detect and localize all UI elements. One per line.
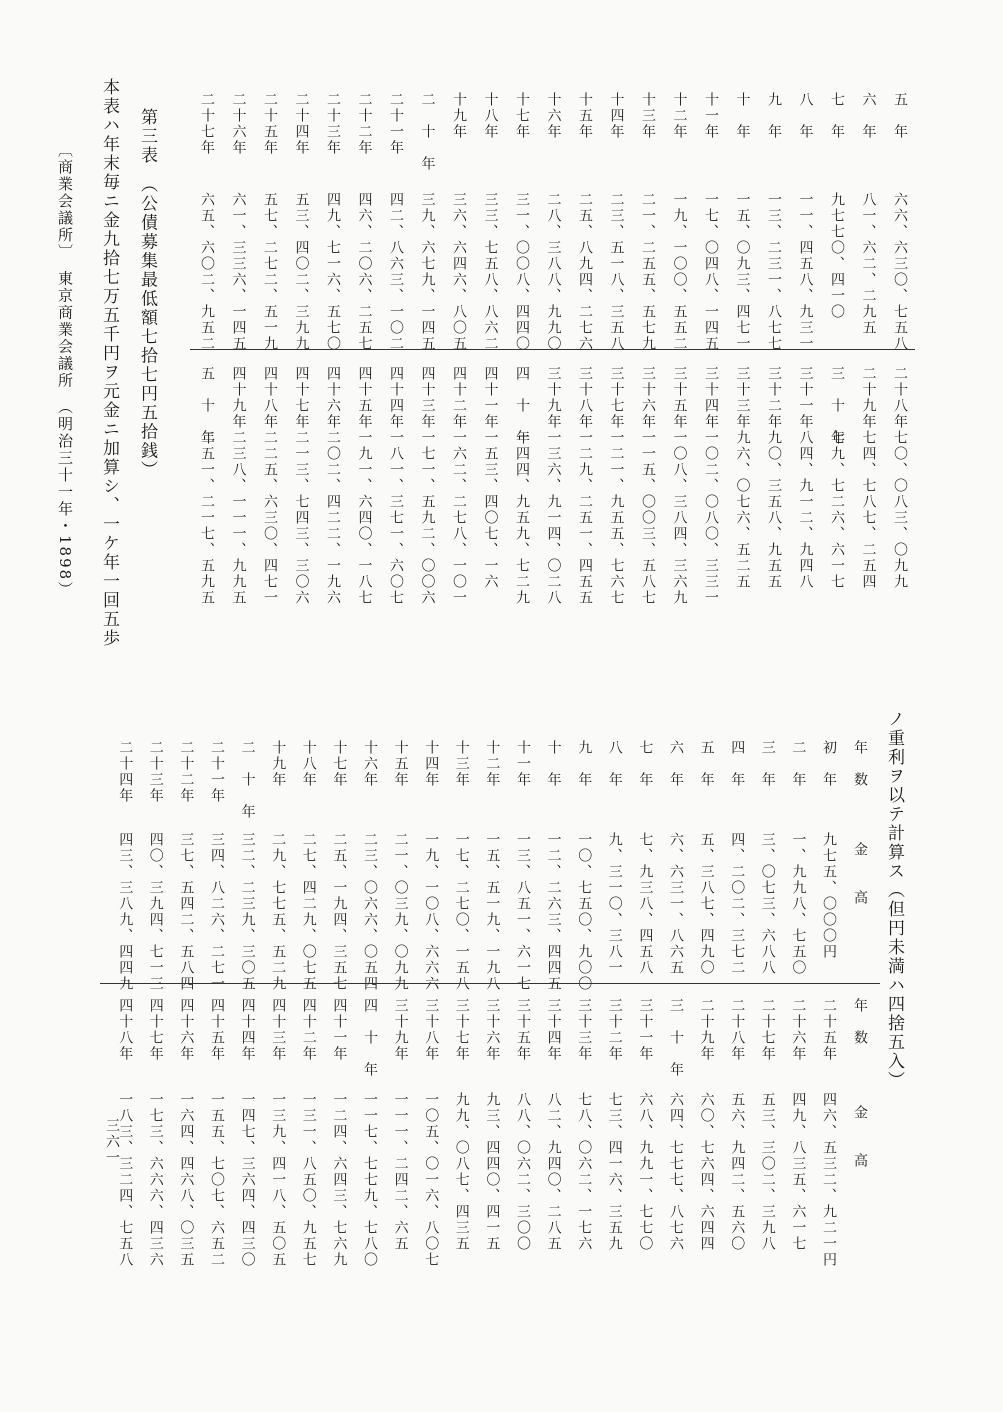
year-label: 三十三年 (734, 366, 751, 430)
amount-value: 五三、四〇二、三九九 (293, 192, 310, 352)
amount-value: 一七一、五九二、〇〇六 (419, 430, 436, 606)
year-label: 二十二年 (178, 740, 195, 804)
amount-value: 八八、〇六二、三〇〇 (515, 1092, 531, 1252)
year-label: 三十五年 (515, 998, 531, 1062)
amount-value: 一五三、四〇七、一六 (482, 430, 499, 590)
year-label: 二十八年 (729, 998, 746, 1062)
year-label: 二十五年 (262, 92, 278, 156)
amount-value: 一一一、二四二、六五 (392, 1092, 409, 1252)
year-label: 四十七年 (293, 366, 310, 430)
amount-value: 七四、七八七、二五四 (860, 430, 877, 590)
year-label: 四十一年 (482, 366, 499, 430)
year-label: 三 十 年 (829, 366, 845, 446)
year-label: 四十七年 (147, 998, 164, 1062)
amount-value: 一、九九八、七五〇 (790, 832, 807, 976)
year-label: 十一年 (515, 740, 531, 788)
year-label: 十五年 (392, 740, 409, 788)
amount-value: 一二一、九五五、七六七 (608, 430, 625, 606)
amount-value: 二五、一九四、三五七 (331, 832, 348, 992)
amount-value: 五、三八七、四九〇 (698, 832, 715, 976)
year-label: 四十九年 (230, 366, 247, 430)
year-label: 三十九年 (392, 998, 409, 1062)
amount-value: 二一、二五五、五七九 (640, 192, 656, 352)
amount-value: 四、二〇二、三七二 (729, 832, 746, 976)
amount-value: 九、三一〇、三八一 (606, 832, 623, 976)
year-label: 四 十 年 (362, 998, 378, 1078)
year-label: 四十四年 (388, 366, 404, 430)
amount-value: 六六、六三〇、七五八 (892, 192, 908, 352)
continuation-line: ノ重利ヲ以テ計算ス（但円未満ハ四捨五入） (884, 710, 904, 1090)
year-label: 三十三年 (576, 998, 593, 1062)
column-header: 金 高 (852, 1105, 868, 1169)
amount-value: 一四七、三六四、四三〇 (239, 1092, 256, 1268)
amount-value: 一九、一〇〇、五五二 (671, 192, 688, 352)
amount-value: 六八、九九一、七七〇 (637, 1092, 654, 1252)
year-label: 二 十 年 (239, 740, 256, 820)
amount-value: 三、〇七三、六八八 (759, 832, 776, 976)
amount-value: 五三、三〇二、三九八 (759, 1092, 776, 1252)
amount-value: 二三、五一八、三五八 (608, 192, 625, 352)
year-label: 十二年 (484, 740, 501, 788)
amount-value: 四六、五三二、九二一円 (821, 1092, 837, 1268)
year-label: 五 年 (892, 92, 908, 140)
amount-value: 三一、〇〇八、四四〇 (514, 192, 530, 352)
year-label: 三十八年 (423, 998, 440, 1062)
year-label: 六 年 (668, 740, 684, 788)
amount-value: 八二、九四〇、二八五 (545, 1092, 562, 1252)
year-label: 三十七年 (453, 998, 470, 1062)
year-label: 三十六年 (640, 366, 656, 430)
amount-value: 一五、五一九、一九八 (484, 832, 501, 992)
year-label: 三十二年 (766, 366, 782, 430)
amount-value: 三四、八二六、二七一 (209, 832, 225, 992)
year-label: 九 年 (766, 92, 782, 140)
year-label: 十九年 (451, 92, 467, 140)
year-label: 三十一年 (797, 366, 814, 430)
amount-value: 一一七、七七九、七八〇 (362, 1092, 378, 1268)
year-label: 二十三年 (147, 740, 164, 804)
amount-value: 一七、二七〇、一五八 (453, 832, 470, 992)
amount-value: 七、九三八、四五八 (637, 832, 654, 976)
year-label: 四十八年 (117, 998, 134, 1062)
year-label: 三 年 (759, 740, 776, 788)
year-label: 二十八年 (892, 366, 908, 430)
amount-value: 一五五、七〇七、六五二 (209, 1092, 225, 1268)
year-label: 四十六年 (178, 998, 195, 1062)
amount-value: 二五、八九四、二七六 (577, 192, 593, 352)
amount-value: 一三六、九一四、〇二八 (545, 430, 562, 606)
amount-value: 一二四、六四三、七六九 (331, 1092, 348, 1268)
amount-value: 五六、九四二、五六〇 (729, 1092, 746, 1252)
year-label: 六 年 (860, 92, 877, 140)
year-label: 二 年 (790, 740, 807, 788)
year-label: 二 十 年 (419, 92, 436, 172)
year-label: 三十二年 (606, 998, 623, 1062)
amount-value: 七三、四一六、三五九 (606, 1092, 623, 1252)
year-label: 二十五年 (821, 998, 837, 1062)
year-label: 二十一年 (209, 740, 225, 804)
amount-value: 一二九、二五一、四五五 (577, 430, 593, 606)
amount-value: 六、六三一、八六五 (668, 832, 684, 976)
amount-value: 一〇二、〇八〇、三三一 (703, 430, 719, 606)
year-label: 三十四年 (703, 366, 719, 430)
year-label: 四十一年 (331, 998, 348, 1062)
year-label: 十九年 (270, 740, 287, 788)
year-label: 十四年 (608, 92, 625, 140)
amount-value: 二二五、六三〇、四七一 (262, 430, 278, 606)
amount-value: 四〇、三九四、七一三 (147, 832, 164, 992)
amount-value: 二三八、一一一、九九五 (230, 430, 247, 606)
year-label: 十二年 (671, 92, 688, 140)
year-label: 五 十 年 (199, 366, 215, 446)
amount-value: 一三、八五一、六一七 (515, 832, 531, 992)
column-header: 金 高 (852, 842, 868, 906)
lower-divider (100, 983, 880, 984)
year-label: 二十二年 (356, 92, 373, 156)
year-label: 十七年 (331, 740, 348, 788)
amount-value: 六五、六〇二、九五二 (199, 192, 215, 352)
amount-value: 二九、七七五、五二九 (270, 832, 287, 992)
year-label: 四十六年 (325, 366, 341, 430)
year-label: 四十四年 (239, 998, 256, 1062)
year-label: 二十四年 (117, 740, 134, 804)
year-label: 四十五年 (209, 998, 225, 1062)
amount-value: 四六、二〇六、二五七 (356, 192, 373, 352)
amount-value: 九七五、〇〇〇円 (821, 832, 837, 960)
source-line: 〔商業会議所〕 東京商業会議所 （明治三十一年・1898） (56, 142, 74, 599)
amount-value: 一六四、四六八、〇三五 (178, 1092, 195, 1268)
amount-value: 四二、八六三、一〇二 (388, 192, 404, 352)
upper-divider (190, 349, 915, 350)
year-label: 四 十 年 (514, 366, 530, 446)
column-header: 年 数 (852, 998, 868, 1046)
amount-value: 六一、三三六、一四五 (230, 192, 247, 352)
amount-value: 四九、八三五、六一七 (790, 1092, 807, 1252)
year-label: 三十一年 (637, 998, 654, 1062)
amount-value: 四九、七一六、五七〇 (325, 192, 341, 352)
year-label: 十三年 (453, 740, 470, 788)
amount-value: 九七七〇、四一〇 (829, 192, 845, 320)
year-label: 八 年 (606, 740, 623, 788)
amount-value: 三九、六七九、一四五 (419, 192, 436, 352)
year-label: 十 年 (545, 740, 562, 788)
year-label: 三十五年 (671, 366, 688, 430)
amount-value: 五七、二七二、五一九 (262, 192, 278, 352)
year-label: 四十二年 (300, 998, 317, 1062)
amount-value: 六四、七七七、八七六 (668, 1092, 684, 1252)
year-label: 三十九年 (545, 366, 562, 430)
year-label: 二十四年 (293, 92, 310, 156)
year-label: 二十七年 (199, 92, 215, 156)
amount-value: 一〇、七五〇、九〇〇 (576, 832, 593, 992)
year-label: 十八年 (482, 92, 499, 140)
amount-value: 七八、〇六二、一七六 (576, 1092, 593, 1252)
year-label: 四十八年 (262, 366, 278, 430)
amount-value: 二三、〇六六、〇五四 (362, 832, 378, 992)
amount-value: 一二、二六三、四四五 (545, 832, 562, 992)
amount-value: 八一、六二、二九五 (860, 192, 877, 336)
year-label: 三十四年 (545, 998, 562, 1062)
amount-value: 一七、〇四八、一四五 (703, 192, 719, 352)
amount-value: 一六二、二七八、一〇一 (451, 430, 467, 606)
amount-value: 三三、七五八、八六二 (482, 192, 499, 352)
column-header: 年 数 (852, 740, 868, 788)
amount-value: 七九、七二六、六一七 (829, 430, 845, 590)
amount-value: 三六、六四六、八〇五 (451, 192, 467, 352)
amount-value: 一八三、三二四、七五八 (117, 1092, 134, 1268)
amount-value: 九六、〇七六、五二五 (734, 430, 751, 590)
amount-value: 一九、一〇八、六六六 (423, 832, 440, 992)
amount-value: 一五、〇九三、四七一 (734, 192, 751, 352)
amount-value: 一七三、六六六、四三六 (147, 1092, 164, 1268)
amount-value: 二七、四二九、〇七五 (300, 832, 317, 992)
year-label: 四十三年 (419, 366, 436, 430)
year-label: 二十六年 (790, 998, 807, 1062)
year-label: 十五年 (577, 92, 593, 140)
year-label: 三十七年 (608, 366, 625, 430)
amount-value: 九三、四四〇、四一五 (484, 1092, 501, 1252)
amount-value: 九九、〇八七、四三五 (453, 1092, 470, 1252)
year-label: 七 年 (829, 92, 845, 140)
year-label: 初 年 (821, 740, 837, 788)
amount-value: 九〇、三五八、九五五 (766, 430, 782, 590)
amount-value: 一三、二三一、八七七 (766, 192, 782, 352)
year-label: 二十九年 (860, 366, 877, 430)
year-label: 二十九年 (698, 998, 715, 1062)
amount-value: 八四、九一二、九四八 (797, 430, 814, 590)
amount-value: 二〇二、四二二、一九六 (325, 430, 341, 606)
year-label: 十七年 (514, 92, 530, 140)
page-number: 三六一 (104, 1118, 120, 1166)
amount-value: 一一五、〇〇三、五八七 (640, 430, 656, 606)
year-label: 七 年 (637, 740, 654, 788)
year-label: 九 年 (576, 740, 593, 788)
year-label: 三十六年 (484, 998, 501, 1062)
year-label: 四十二年 (451, 366, 467, 430)
amount-value: 三七、五四二、五八四 (178, 832, 195, 992)
year-label: 三十八年 (577, 366, 593, 430)
amount-value: 一三一、八五〇、九五七 (300, 1092, 317, 1268)
year-label: 十六年 (545, 92, 562, 140)
year-label: 三 十 年 (668, 998, 684, 1078)
year-label: 十四年 (423, 740, 440, 788)
year-label: 十三年 (640, 92, 656, 140)
amount-value: 一一、四五八、九三一 (797, 192, 814, 352)
year-label: 四十三年 (270, 998, 287, 1062)
body-line: 本表ハ年末毎ニ金九拾七万五千円ヲ元金ニ加算シ、一ケ年一回五歩 (99, 78, 119, 648)
year-label: 二十六年 (230, 92, 247, 156)
amount-value: 二八、三八八、九九〇 (545, 192, 562, 352)
amount-value: 二五一、二一七、五九五 (199, 430, 215, 606)
amount-value: 二一、〇三九、〇九九 (392, 832, 409, 992)
year-label: 二十三年 (325, 92, 341, 156)
year-label: 四 年 (729, 740, 746, 788)
amount-value: 二一三、七四三、三〇六 (293, 430, 310, 606)
year-label: 五 年 (698, 740, 715, 788)
amount-value: 一〇五、〇一六、八〇七 (423, 1092, 440, 1268)
year-label: 四十五年 (356, 366, 373, 430)
amount-value: 一三九、四一八、五〇五 (270, 1092, 287, 1268)
table-title: 第三表 （公債募集最低額七拾七円五拾銭） (137, 108, 157, 480)
amount-value: 七〇、〇八三、〇九九 (892, 430, 908, 590)
year-label: 二十七年 (759, 998, 776, 1062)
amount-value: 一四四、九五九、七二九 (514, 430, 530, 606)
year-label: 十六年 (362, 740, 378, 788)
amount-value: 六〇、七六四、六四四 (698, 1092, 715, 1252)
amount-value: 四三、三八九、四四九 (117, 832, 134, 992)
amount-value: 三二、二三九、三〇五 (239, 832, 256, 992)
year-label: 十八年 (300, 740, 317, 788)
amount-value: 一〇八、三八四、三六九 (671, 430, 688, 606)
amount-value: 一九一、六四〇、一八七 (356, 430, 373, 606)
year-label: 八 年 (797, 92, 814, 140)
year-label: 十 年 (734, 92, 751, 140)
year-label: 十一年 (703, 92, 719, 140)
year-label: 二十一年 (388, 92, 404, 156)
amount-value: 一八一、三七一、六〇七 (388, 430, 404, 606)
